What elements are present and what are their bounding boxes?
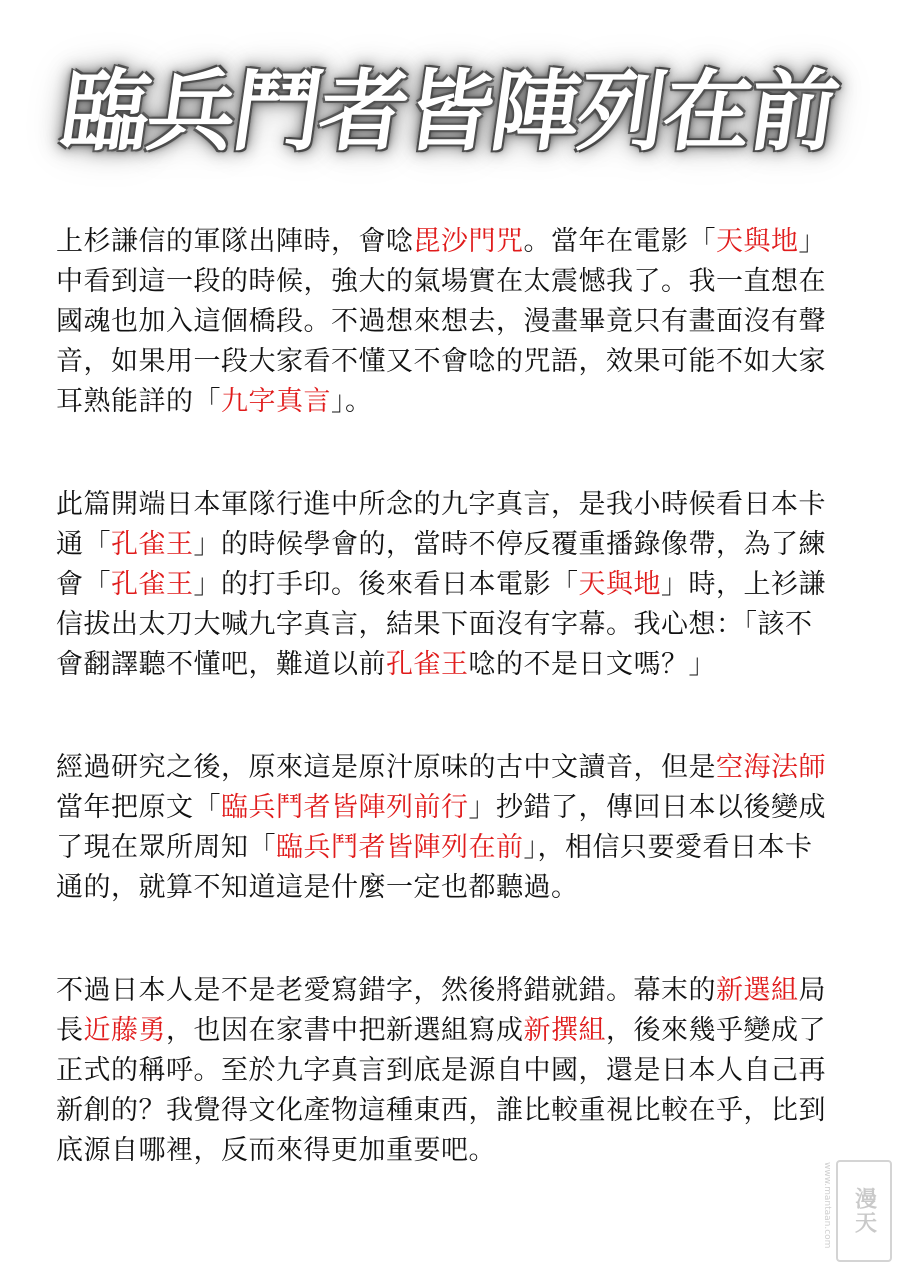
text-segment: 」時，上衫謙 [661,569,826,600]
text-line [56,565,856,605]
text-line [56,342,856,382]
text-line [56,382,856,422]
text-segment: 」。 [331,386,373,417]
text-segment: 長 [56,1015,84,1046]
text-segment: 信拔出太刀大喊九字真言，結果下面沒有字幕。我心想：「該不 [56,609,813,640]
text-line [56,262,856,302]
text-segment: 會「 [56,569,111,600]
highlight-term: 臨兵鬥者皆陣列在前 [276,832,524,863]
text-line [56,485,856,525]
text-segment: 此篇開端日本軍隊行進中所念的九字真言，是我小時候看日本卡 [56,489,826,520]
text-segment: 通「 [56,529,111,560]
highlight-term: 九字真言 [221,386,331,417]
text-segment: 新創的？我覺得文化產物這種東西，誰比較重視比較在乎，比到 [56,1095,826,1126]
text-segment: 通的，就算不知道這是什麼一定也都聽過。 [56,872,579,903]
text-line [56,868,856,908]
page-title: 臨兵鬥者皆陣列在前 [54,59,844,163]
paragraph [56,971,856,1171]
text-line [56,828,856,868]
text-segment: 當年把原文「 [56,792,221,823]
text-segment: 國魂也加入這個橋段。不過想來想去，漫畫畢竟只有畫面沒有聲 [56,306,826,337]
text-line [56,525,856,565]
text-segment: 上杉謙信的軍隊出陣時，會唸 [56,226,414,257]
text-segment: 音，如果用一段大家看不懂又不會唸的咒語，效果可能不如大家 [56,346,826,377]
text-line [56,1011,856,1051]
text-segment: 不過日本人是不是老愛寫錯字，然後將錯就錯。幕末的 [56,975,716,1006]
highlight-term: 天與地 [716,226,799,257]
highlight-term: 新撰組 [523,1015,606,1046]
text-line [56,605,856,645]
paragraph [56,748,856,908]
paragraph-gap [56,422,856,485]
text-segment: 會翻譯聽不懂吧，難道以前 [56,649,386,680]
text-segment: 」，相信只要愛看日本卡 [523,832,813,863]
text-line [56,788,856,828]
text-segment: 唸的不是日文嗎？」 [468,649,716,680]
watermark-url: www.mantaan.com [822,1162,832,1249]
title-banner [40,20,860,190]
site-watermark [822,1160,892,1262]
text-line [56,748,856,788]
paragraph-gap [56,685,856,748]
paragraph-gap [56,908,856,971]
article-body [56,222,856,1171]
highlight-term: 近藤勇 [83,1015,166,1046]
text-segment: 局 [798,975,826,1006]
text-line [56,302,856,342]
highlight-term: 孔雀王 [386,649,469,680]
text-segment: 正式的稱呼。至於九字真言到底是源自中國，還是日本人自己再 [56,1055,826,1086]
text-segment: ，後來幾乎變成了 [606,1015,826,1046]
text-line [56,222,856,262]
paragraph [56,222,856,422]
highlight-term: 空海法師 [716,752,826,783]
highlight-term: 孔雀王 [111,529,194,560]
text-segment: ，也因在家書中把新選組寫成 [166,1015,524,1046]
highlight-term: 毘沙門咒 [413,226,524,257]
paragraph [56,485,856,685]
text-line [56,1051,856,1091]
highlight-term: 新選組 [716,975,799,1006]
text-segment: 」的打手印。後來看日本電影「 [193,569,579,600]
text-segment: 」抄錯了，傳回日本以後變成 [468,792,826,823]
text-segment: 中看到這一段的時候，強大的氣場實在太震憾我了。我一直想在 [56,266,826,297]
text-line [56,1091,856,1131]
text-line [56,645,856,685]
watermark-logo: 漫天 [851,1187,877,1235]
highlight-term: 臨兵鬥者皆陣列前行 [221,792,469,823]
text-segment: 經過研究之後，原來這是原汁原味的古中文讀音，但是 [56,752,716,783]
text-segment: 」的時候學會的，當時不停反覆重播錄像帶，為了練 [193,529,826,560]
text-segment: 底源自哪裡，反而來得更加重要吧。 [56,1135,496,1166]
text-segment: 了現在眾所周知「 [56,832,276,863]
text-segment: 耳熟能詳的「 [56,386,221,417]
highlight-term: 天與地 [578,569,661,600]
text-segment: 。當年在電影「 [523,226,716,257]
text-segment: 」 [798,226,826,257]
text-line [56,971,856,1011]
highlight-term: 孔雀王 [111,569,194,600]
text-line [56,1131,856,1171]
